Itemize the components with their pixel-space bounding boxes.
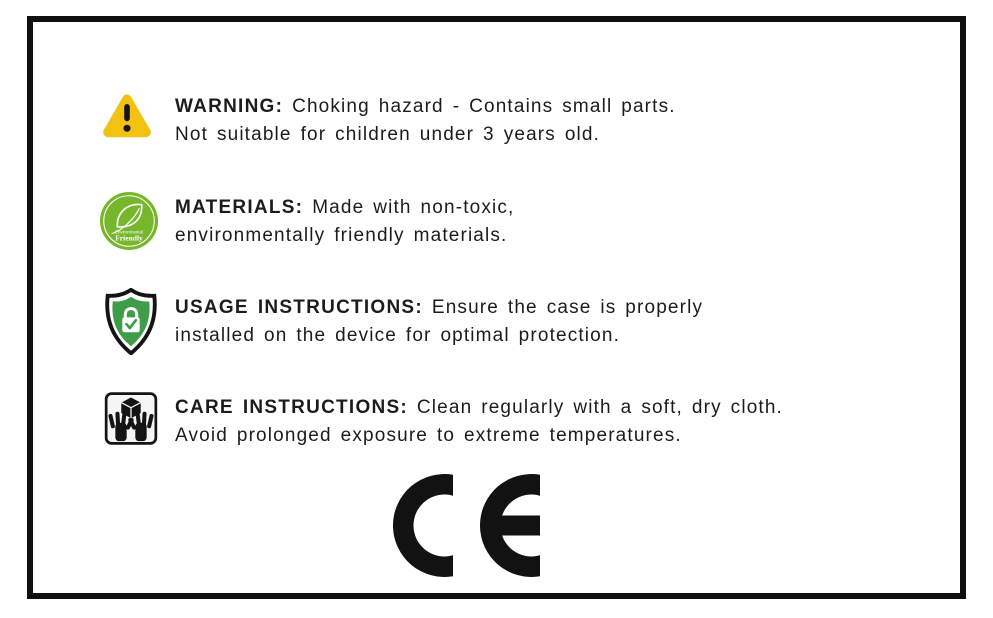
warning-line1-text: Choking hazard - Contains small parts. [292, 96, 676, 117]
materials-line1-text: Made with non-toxic, [312, 197, 515, 218]
eco-badge-svg [100, 192, 158, 250]
ce-mark-svg [393, 474, 540, 577]
materials-heading: MATERIALS: [175, 197, 304, 218]
badge-top-word: Environmental [115, 229, 143, 235]
usage-line1-text: Ensure the case is properly [431, 297, 704, 318]
care-svg [104, 391, 158, 446]
materials-line2: environmentally friendly materials. [175, 225, 508, 246]
materials-line1 [175, 194, 514, 222]
care-line1 [175, 394, 783, 422]
shield-svg [101, 288, 161, 355]
eco-friendly-badge-icon [100, 192, 158, 250]
usage-line2: installed on the device for optimal protection. [175, 325, 621, 346]
ce-letter-c [393, 474, 453, 577]
care-text [175, 394, 783, 450]
warning-line2: Not suitable for children under 3 years old. [175, 124, 601, 145]
warning-triangle-svg [101, 92, 153, 139]
usage-line1 [175, 294, 703, 322]
exclamation-dot [123, 125, 130, 132]
care-line1-text: Clean regularly with a soft, dry cloth. [416, 397, 783, 418]
warning-heading: WARNING: [175, 96, 284, 117]
security-shield-lock-icon [101, 288, 161, 355]
materials-text [175, 194, 514, 250]
warning-triangle-icon [101, 92, 153, 139]
warning-line1 [175, 93, 676, 121]
badge-bottom-word: Friendly [115, 233, 143, 243]
usage-heading: USAGE INSTRUCTIONS: [175, 297, 423, 318]
ce-letter-e [480, 474, 540, 577]
ce-mark-icon [393, 474, 540, 577]
warning-text [175, 93, 676, 149]
handle-with-care-hands-icon [104, 391, 158, 446]
care-line2: Avoid prolonged exposure to extreme temperatures. [175, 425, 682, 446]
usage-text [175, 294, 703, 350]
exclamation-stem [124, 104, 130, 121]
care-heading: CARE INSTRUCTIONS: [175, 397, 408, 418]
